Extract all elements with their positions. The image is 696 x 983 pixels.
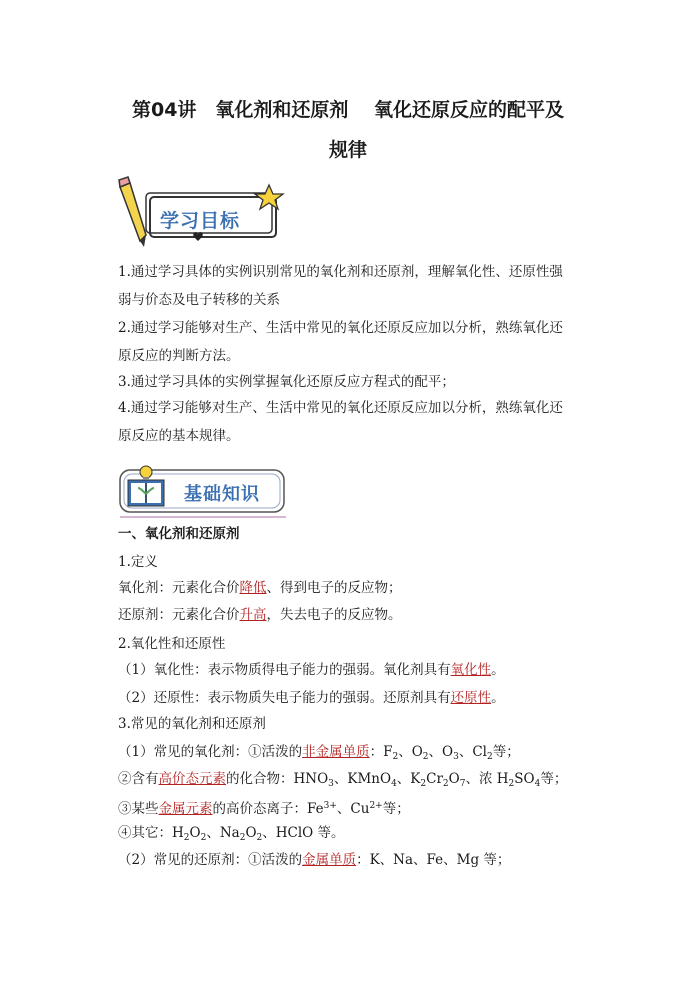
reducing-property: （2）还原性：表示物质失电子能力的强弱。还原剂具有还原性。 xyxy=(118,690,505,706)
property-heading: 2.氧化性和还原性 xyxy=(118,636,226,652)
common-reductant-line1: （2）常见的还原剂：①活泼的金属单质：K、Na、Fe、Mg 等； xyxy=(118,852,511,868)
common-oxidant-line2: ②含有高价态元素的化合物：$HNO_3$、KMnO$_4$、$K_2Cr_2O_7$、浓 $H_2SO_4$等； xyxy=(118,771,568,789)
answer-blank: 金属单质 xyxy=(302,852,357,868)
oxidant-definition: 氧化剂：元素化合价降低、得到电子的反应物； xyxy=(118,580,402,596)
goal-line: 2.通过学习能够对生产、生活中常见的氧化还原反应加以分析，熟练氧化还 xyxy=(118,320,563,336)
common-oxidant-line4: ④其它：$H_2O_2$、$Na_2O_2$、HClO 等。 xyxy=(118,825,345,843)
answer-blank: 非金属单质 xyxy=(302,744,370,760)
learning-goals-title: 学习目标 xyxy=(160,210,241,232)
section-heading: 一、氧化剂和还原剂 xyxy=(118,526,240,542)
goal-line: 弱与价态及电子转移的关系 xyxy=(118,292,280,308)
goal-line: 4.通过学习能够对生产、生活中常见的氧化还原反应加以分析，熟练氧化还 xyxy=(118,400,563,416)
answer-blank: 降低 xyxy=(239,580,267,596)
common-oxidant-line1: （1）常见的氧化剂：①活泼的非金属单质：$F_2$、$O_2$、$O_3$、$Cl_2$等； xyxy=(118,744,520,762)
pencil-icon xyxy=(119,177,146,247)
open-book-icon xyxy=(128,480,164,506)
goal-line: 原反应的基本规律。 xyxy=(118,428,240,444)
answer-blank: 还原性 xyxy=(450,690,492,706)
goal-line: 3.通过学习具体的实例掌握氧化还原反应方程式的配平； xyxy=(118,374,455,390)
oxidizing-property: （1）氧化性：表示物质得电子能力的强弱。氧化剂具有氧化性。 xyxy=(118,662,505,678)
goal-line: 原反应的判断方法。 xyxy=(118,348,240,364)
answer-blank: 高价态元素 xyxy=(158,771,226,787)
answer-blank: 氧化性 xyxy=(450,662,492,678)
common-heading: 3.常见的氧化剂和还原剂 xyxy=(118,716,266,732)
goal-line: 1.通过学习具体的实例识别常见的氧化剂和还原剂，理解氧化性、还原性强 xyxy=(118,264,563,280)
basic-knowledge-title: 基础知识 xyxy=(184,484,260,505)
common-oxidant-line3: ③某些金属元素的高价态离子：$Fe^{3+}$、$Cu^{2+}$等； xyxy=(118,801,410,817)
answer-blank: 金属元素 xyxy=(158,801,213,817)
definition-heading: 1.定义 xyxy=(118,554,158,570)
reductant-definition: 还原剂：元素化合价升高，失去电子的反应物。 xyxy=(118,607,402,623)
page-title-line1: 第04讲 氧化剂和还原剂 氧化还原反应的配平及 xyxy=(131,99,565,121)
page-title-line2: 规律 xyxy=(328,139,367,161)
answer-blank: 升高 xyxy=(239,607,267,623)
